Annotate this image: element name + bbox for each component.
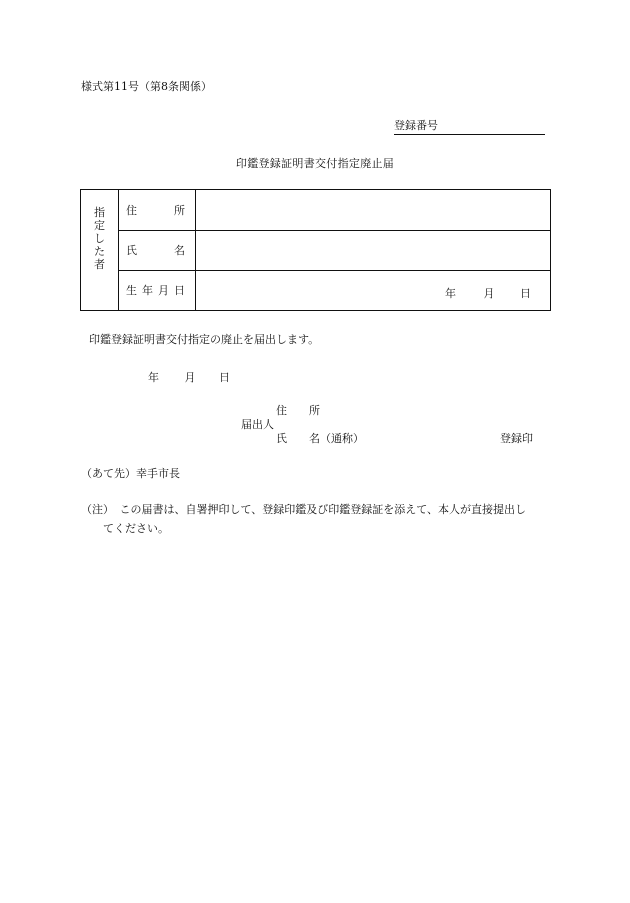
address-row-label: 住 所 (126, 204, 185, 217)
dob-row-label: 生 年 月 日 (126, 284, 185, 297)
table-divider (195, 190, 196, 310)
filer-name-label: 氏 名（通称） (276, 432, 364, 445)
dob-year: 年 (445, 287, 456, 300)
dob-day: 日 (520, 287, 531, 300)
designee-side-label: 指 定 し た 者 (94, 206, 105, 271)
designee-table (80, 189, 551, 311)
submission-date[interactable]: 年 月 日 (148, 371, 230, 384)
filer-label: 届出人 (241, 418, 274, 431)
registration-number-field[interactable]: 登録番号 (394, 119, 545, 135)
dob-month: 月 (483, 287, 495, 300)
document-title: 印鑑登録証明書交付指定廃止届 (235, 157, 395, 170)
registered-seal-label: 登録印 (500, 432, 533, 445)
statement-text: 印鑑登録証明書交付指定の廃止を届出します。 (89, 333, 320, 346)
dob-fields[interactable] (445, 285, 531, 301)
name-row-label: 氏 名 (126, 244, 185, 257)
form-number: 様式第11号（第8条関係） (81, 80, 212, 93)
filer-address-label: 住 所 (276, 404, 320, 417)
note-line-2: てください。 (103, 522, 169, 535)
note-line-1: （注） この届書は、自署押印して、登録印鑑及び印鑑登録証を添えて、本人が直接提出し (81, 503, 527, 516)
addressee: （あて先）幸手市長 (81, 467, 180, 480)
